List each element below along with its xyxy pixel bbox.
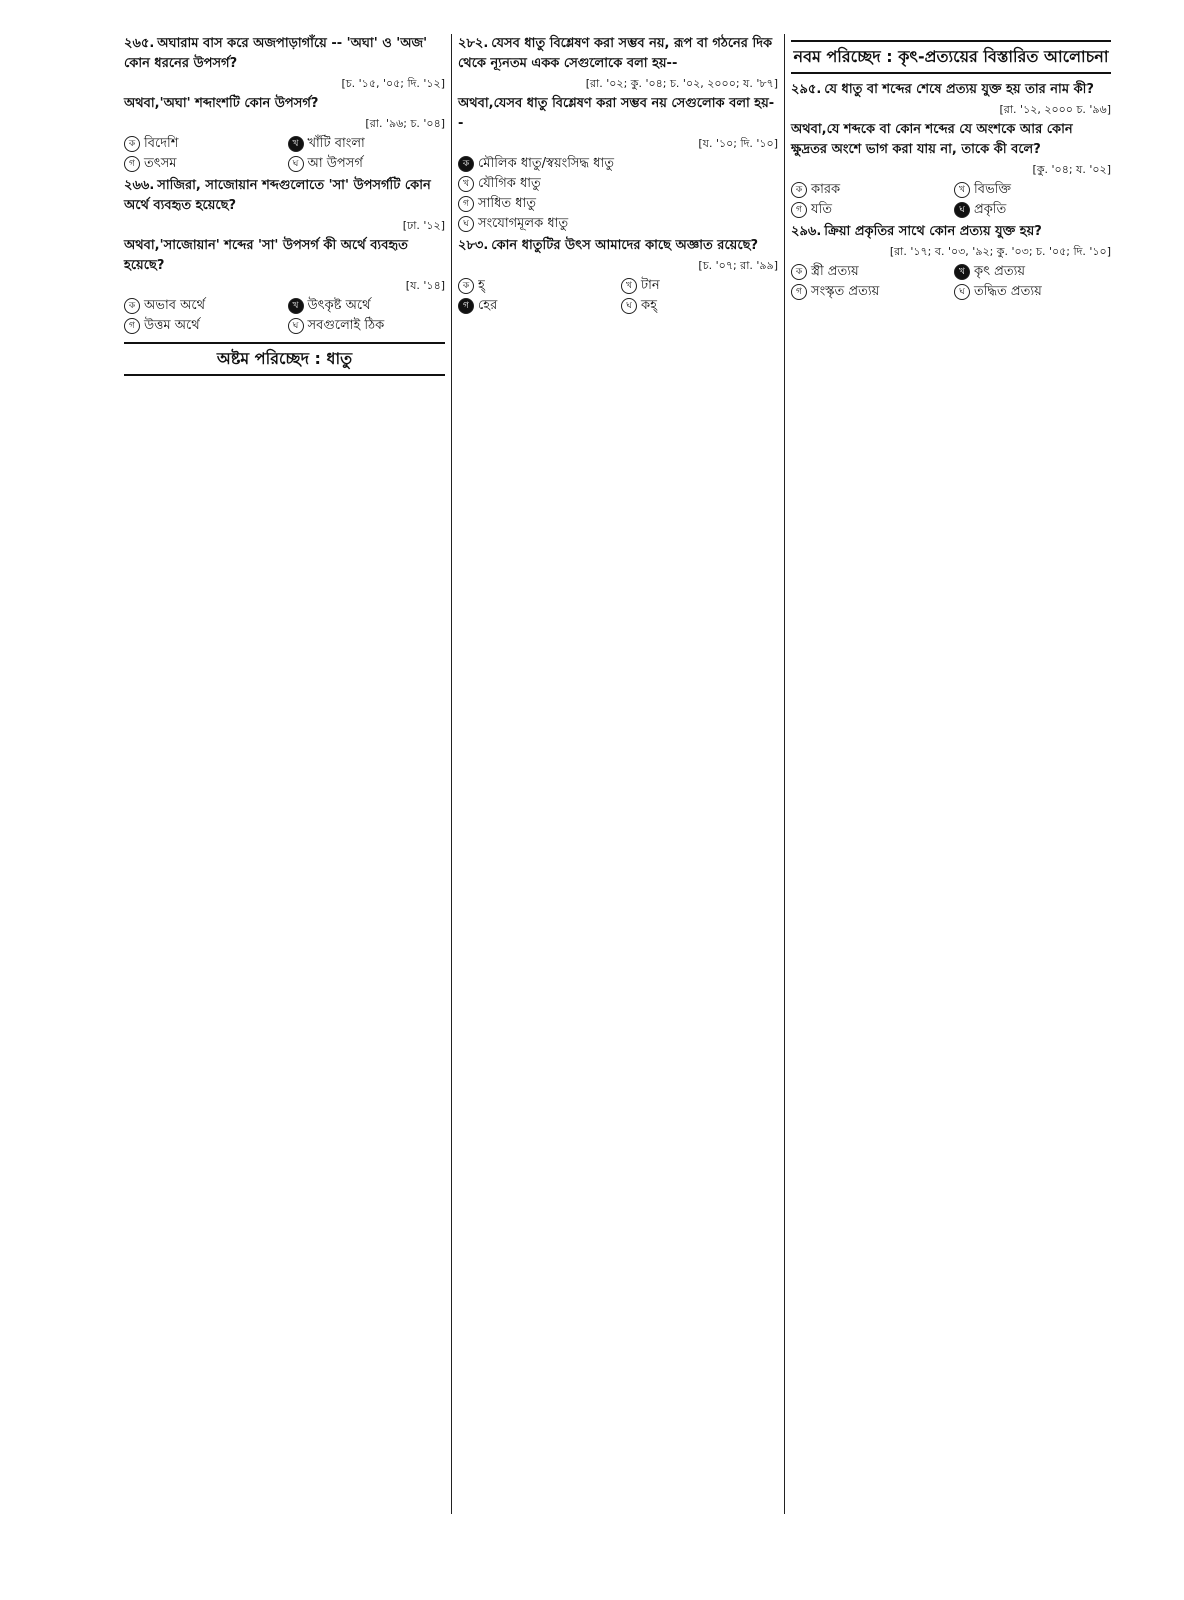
- answer-option: [621, 276, 778, 296]
- option-text: খাঁটি বাংলা: [307, 136, 365, 151]
- options-grid: [791, 180, 1111, 220]
- answer-option: [954, 282, 1111, 302]
- board-reference: [রা. '১৭; ব. '০৩, '৯২; কু. '০৩; চ. '০৫; দি. '১০]: [889, 245, 1111, 258]
- option-marker: গ: [791, 284, 807, 300]
- answer-option: [124, 316, 282, 336]
- option-text: উৎকৃষ্ট অর্থে: [307, 298, 371, 313]
- option-text: তৎসম: [144, 156, 177, 171]
- chapter-heading: নবম পরিচ্ছেদ : কৃৎ-প্রত্যয়ের বিস্তারিত আলোচনা: [791, 40, 1111, 74]
- question-number: ২৬৫.: [124, 36, 155, 51]
- answer-option: [621, 296, 778, 316]
- answer-option: [954, 180, 1111, 200]
- question-text: [458, 34, 778, 74]
- option-marker: ঘ: [954, 284, 970, 300]
- question-text: [791, 222, 1111, 242]
- option-marker: ঘ: [621, 298, 637, 314]
- option-marker: ক: [458, 278, 474, 294]
- option-text: সংস্কৃত প্রত্যয়: [811, 284, 880, 299]
- alternate-question: অথবা,'অঘা' শব্দাংশটি কোন উপসর্গ?: [124, 96, 319, 111]
- option-text: কৃৎ প্রত্যয়: [974, 264, 1026, 279]
- answer-option: [458, 214, 778, 234]
- board-reference: [চ. '০৭; রা. '৯৯]: [698, 259, 778, 272]
- options-grid: [791, 262, 1111, 302]
- answer-option: [124, 134, 282, 154]
- column-right: [784, 34, 1117, 1514]
- answer-option: [288, 316, 446, 336]
- option-marker: ঘ: [458, 216, 474, 232]
- question-stem: অঘারাম বাস করে অজপাড়াগাঁয়ে -- 'অঘা' ও 'অজ' কোন ধরনের উপসর্গ?: [124, 36, 428, 71]
- question-item: [791, 222, 1111, 302]
- correct-answer-marker: গ: [458, 298, 474, 314]
- option-text: প্রকৃতি: [974, 202, 1007, 217]
- question-number: ২৯৬.: [791, 224, 822, 239]
- option-marker: খ: [621, 278, 637, 294]
- option-text: যতি: [811, 202, 832, 217]
- correct-answer-marker: ক: [458, 156, 474, 172]
- board-reference: [রা. '১২, ২০০০ চ. '৯৬]: [999, 103, 1111, 116]
- answer-option: [954, 262, 1111, 282]
- answer-option: [124, 154, 282, 174]
- answer-option: [954, 200, 1111, 220]
- answer-option: [791, 282, 948, 302]
- correct-answer-marker: ঘ: [954, 202, 970, 218]
- correct-answer-marker: খ: [288, 298, 304, 314]
- option-text: মৌলিক ধাতু/স্বয়ংসিদ্ধ ধাতু: [478, 156, 614, 171]
- option-marker: ক: [124, 136, 140, 152]
- board-reference: [চ. '১৫, '০৫; দি. '১২]: [341, 77, 445, 90]
- option-marker: গ: [791, 202, 807, 218]
- answer-option: [791, 200, 948, 220]
- option-text: টান: [641, 278, 660, 293]
- option-text: সাধিত ধাতু: [478, 196, 537, 211]
- correct-answer-marker: খ: [954, 264, 970, 280]
- alternate-question: অথবা,যে শব্দকে বা কোন শব্দের যে অংশকে আর কোন ক্ষুদ্রতর অংশে ভাগ করা যায় না, তাকে কী বলে?: [791, 122, 1073, 157]
- option-marker: ঘ: [288, 318, 304, 334]
- question-text: [124, 176, 445, 216]
- answer-option: [288, 154, 446, 174]
- option-text: অভাব অর্থে: [144, 298, 205, 313]
- question-stem: কোন ধাতুটির উৎস আমাদের কাছে অজ্ঞাত রয়েছে?: [491, 238, 758, 253]
- question-text: [124, 34, 445, 74]
- option-marker: ঘ: [288, 156, 304, 172]
- question-item: [124, 34, 445, 174]
- question-item: [458, 34, 778, 234]
- option-text: কহ্: [641, 298, 657, 313]
- option-text: বিদেশি: [144, 136, 179, 151]
- question-stem: যে ধাতু বা শব্দের শেষে প্রত্যয় যুক্ত হয় তার নাম কী?: [824, 82, 1094, 97]
- answer-option: [288, 134, 446, 154]
- answer-option: [791, 262, 948, 282]
- option-text: স্ত্রী প্রত্যয়: [811, 264, 859, 279]
- board-reference: [য. '১০; দি. '১০]: [698, 137, 778, 150]
- question-stem: যেসব ধাতু বিশ্লেষণ করা সম্ভব নয়, রূপ বা গঠনের দিক থেকে ন্যূনতম একক সেগুলোকে বলা হয়--: [458, 36, 773, 71]
- answer-option: [458, 276, 615, 296]
- question-number: ২৯৫.: [791, 82, 822, 97]
- question-item: [458, 236, 778, 316]
- option-text: বিভক্তি: [974, 182, 1011, 197]
- alternate-question: অথবা,যেসব ধাতু বিশ্লেষণ করা সম্ভব নয় সেগুলোক বলা হয়--: [458, 96, 775, 131]
- option-text: উত্তম অর্থে: [144, 318, 200, 333]
- option-marker: ক: [124, 298, 140, 314]
- option-marker: গ: [124, 156, 140, 172]
- board-reference: [রা. '৯৬; চ. '০৪]: [365, 117, 445, 130]
- option-marker: ক: [791, 264, 807, 280]
- question-number: ২৮২.: [458, 36, 489, 51]
- option-text: হ্: [478, 278, 485, 293]
- board-reference: [ঢা. '১২]: [402, 219, 445, 232]
- column-middle: [451, 34, 784, 1514]
- option-text: যৌগিক ধাতু: [478, 176, 541, 191]
- option-marker: খ: [954, 182, 970, 198]
- options-grid: [124, 134, 445, 174]
- option-marker: খ: [458, 176, 474, 192]
- alternate-question: অথবা,'সাজোয়ান' শব্দের 'সা' উপসর্গ কী অর্থে ব্যবহৃত হয়েছে?: [124, 238, 408, 273]
- options-grid: [124, 296, 445, 336]
- answer-option: [458, 194, 778, 214]
- question-number: ২৬৬.: [124, 178, 155, 193]
- option-text: সংযোগমূলক ধাতু: [478, 216, 569, 231]
- question-text: [458, 236, 778, 256]
- board-reference: [য. '১৪]: [405, 279, 445, 292]
- answer-option: [458, 174, 778, 194]
- options-grid: [458, 154, 778, 234]
- answer-option: [458, 296, 615, 316]
- question-number: ২৮৩.: [458, 238, 489, 253]
- answer-option: [791, 180, 948, 200]
- column-left: [118, 34, 451, 1514]
- question-item: [124, 176, 445, 336]
- question-text: [791, 80, 1111, 100]
- option-marker: গ: [458, 196, 474, 212]
- chapter-heading: অষ্টম পরিচ্ছেদ : ধাতু: [124, 342, 445, 376]
- correct-answer-marker: খ: [288, 136, 304, 152]
- board-reference: [কু. '০৪; য. '০২]: [1032, 163, 1111, 176]
- options-grid: [458, 276, 778, 316]
- question-item: [791, 80, 1111, 220]
- question-stem: সাজিরা, সাজোয়ান শব্দগুলোতে 'সা' উপসর্গটি কোন অর্থে ব্যবহৃত হয়েছে?: [124, 178, 431, 213]
- option-marker: ক: [791, 182, 807, 198]
- columns: [118, 34, 1138, 1514]
- question-stem: ক্রিয়া প্রকৃতির সাথে কোন প্রত্যয় যুক্ত হয়?: [824, 224, 1042, 239]
- answer-option: [124, 296, 282, 316]
- option-text: সবগুলোই ঠিক: [307, 318, 385, 333]
- option-text: আ উপসর্গ: [307, 156, 363, 171]
- option-marker: গ: [124, 318, 140, 334]
- answer-option: [288, 296, 446, 316]
- option-text: কারক: [811, 182, 841, 197]
- option-text: হের: [478, 298, 498, 313]
- answer-option: [458, 154, 778, 174]
- board-reference: [রা. '০২; কু. '০৪; চ. '০২, ২০০০; য. '৮৭]: [585, 77, 778, 90]
- option-text: তদ্ধিত প্রত্যয়: [974, 284, 1042, 299]
